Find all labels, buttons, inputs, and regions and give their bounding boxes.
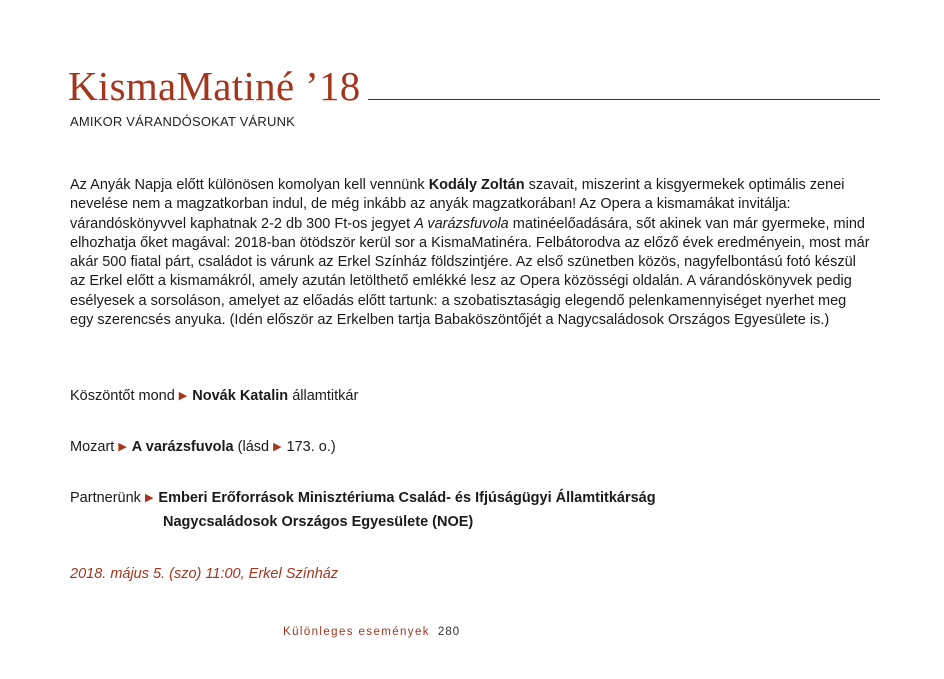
- title-row: [68, 64, 880, 108]
- program-ref-open: (lásd: [237, 439, 270, 455]
- program-ref-page: 173. o.): [286, 439, 336, 455]
- work-title-inline: A varázsfuvola: [414, 215, 509, 232]
- triangle-right-icon: ▶: [178, 390, 188, 402]
- triangle-right-icon: ▶: [118, 441, 127, 453]
- page-footer: [283, 626, 460, 638]
- body-text-2: szavait, miszerint a kisgyermekek optimális zenei nevelése nem a magzatkorban indul, de még inkább az anyák magzatkorában! Az Opera a kismamákat invitálja: várandóskönyvvel kaphatnak 2-2 db 300 Ft-os jegyet: [70, 177, 845, 232]
- greeting-label: Köszöntőt mond: [70, 388, 175, 404]
- page-title: KismaMatiné ’18: [68, 63, 361, 109]
- program-row: [70, 438, 336, 458]
- partner-item: Nagycsaládosok Országos Egyesülete (NOE): [163, 514, 474, 530]
- body-text-1: Az Anyák Napja előtt különösen komolyan kell vennünk: [70, 177, 429, 193]
- event-date: 2018. május 5. (szo) 11:00, Erkel Színház: [70, 566, 339, 582]
- triangle-right-icon: ▶: [273, 441, 282, 453]
- greeting-row: [70, 387, 358, 407]
- triangle-right-icon: ▶: [144, 492, 154, 504]
- page-subtitle: AMIKOR VÁRANDÓSOKAT VÁRUNK: [70, 114, 296, 129]
- footer-section: Különleges események: [283, 626, 430, 638]
- page-number: 280: [437, 626, 461, 638]
- composer-name: Kodály Zoltán: [428, 177, 525, 193]
- greeting-role: államtitkár: [292, 388, 359, 404]
- body-text-3: matinéelőadására, sőt akinek van már gyermeke, mind elhozhatja őket magával: 2018-ban ötödször kerül sor a KismaMatinéra. Felbátorodva az előző évek eredményein, most már akár 500 fiatal párt, családot is várunk az Erkel Színház földszintjére. Az első szünetben közös, nagyfelbontású fotó készül az Erkel előtt a kismamákról, amely azután letölthető emlékké lesz az Opera közösségi oldalán. A várandóskönyvek pedig esélyesek a sorsoláson, amelyet az előadás előtt tartunk: a szobatisztaságig elegendő pelenkamennyiséget nyerhet meg egy szerencsés anyuka. (Idén először az Erkelben tartja Babaköszöntőjét a Nagycsaládosok Országos Egyesülete is.): [70, 215, 870, 329]
- program-composer: Mozart: [70, 439, 115, 455]
- body-paragraph: [70, 176, 870, 330]
- partner-label: Partnerünk: [70, 490, 141, 506]
- program-work: A varázsfuvola: [131, 439, 234, 455]
- greeting-name: Novák Katalin: [192, 388, 289, 404]
- partner-row: [70, 489, 656, 509]
- title-rule: [368, 99, 880, 100]
- partner-item: Emberi Erőforrások Minisztériuma Család- és Ifjúságügyi Államtitkárság: [158, 490, 656, 506]
